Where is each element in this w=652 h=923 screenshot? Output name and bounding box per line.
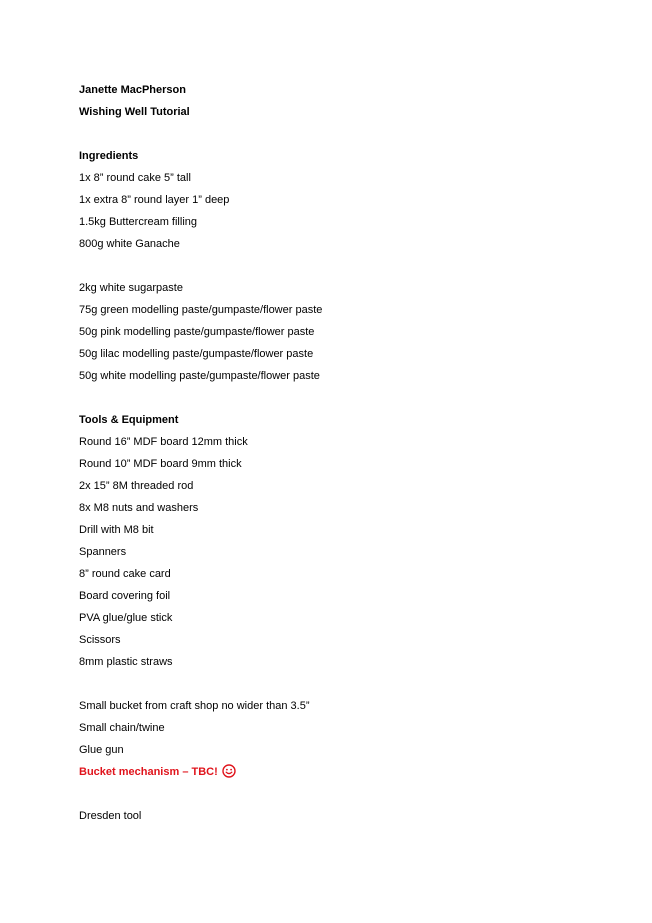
- tool-item: Scissors: [79, 634, 121, 646]
- tool-item: 8” round cake card: [79, 568, 171, 580]
- spacer: [79, 255, 599, 277]
- tool-item: 8x M8 nuts and washers: [79, 502, 199, 514]
- ingredient-item: 75g green modelling paste/gumpaste/flower paste: [79, 304, 323, 316]
- ingredient-item: 50g white modelling paste/gumpaste/flower paste: [79, 370, 320, 382]
- tool-item: 2x 15” 8M threaded rod: [79, 480, 194, 492]
- tool-item: Dresden tool: [79, 810, 142, 822]
- ingredient-item: 50g pink modelling paste/gumpaste/flower paste: [79, 326, 315, 338]
- document-body: [79, 79, 599, 827]
- tool-item: PVA glue/glue stick: [79, 612, 173, 624]
- ingredient-item: 800g white Ganache: [79, 238, 180, 250]
- tool-item: Drill with M8 bit: [79, 524, 154, 536]
- tool-item: Glue gun: [79, 744, 124, 756]
- document-title: Wishing Well Tutorial: [79, 106, 190, 118]
- tools-heading: Tools & Equipment: [79, 414, 179, 426]
- tool-item: 8mm plastic straws: [79, 656, 173, 668]
- tool-item: Spanners: [79, 546, 127, 558]
- ingredient-item: 1x extra 8” round layer 1” deep: [79, 194, 230, 206]
- spacer: [79, 387, 599, 409]
- smiley-face-icon: [222, 764, 236, 778]
- spacer: [79, 123, 599, 145]
- tool-item: Round 16” MDF board 12mm thick: [79, 436, 248, 448]
- author-name: Janette MacPherson: [79, 84, 186, 96]
- tool-item: Small chain/twine: [79, 722, 165, 734]
- tool-item: Round 10” MDF board 9mm thick: [79, 458, 242, 470]
- ingredient-item: 1.5kg Buttercream filling: [79, 216, 197, 228]
- ingredient-item: 2kg white sugarpaste: [79, 282, 183, 294]
- ingredient-item: 50g lilac modelling paste/gumpaste/flower paste: [79, 348, 314, 360]
- ingredient-item: 1x 8” round cake 5” tall: [79, 172, 191, 184]
- spacer: [79, 783, 599, 805]
- spacer: [79, 673, 599, 695]
- tool-item: Small bucket from craft shop no wider than 3.5”: [79, 700, 310, 712]
- bucket-mechanism-text: Bucket mechanism – TBC!: [79, 766, 218, 778]
- ingredients-heading: Ingredients: [79, 150, 139, 162]
- tool-item: Board covering foil: [79, 590, 171, 602]
- bucket-mechanism-note: [79, 761, 599, 783]
